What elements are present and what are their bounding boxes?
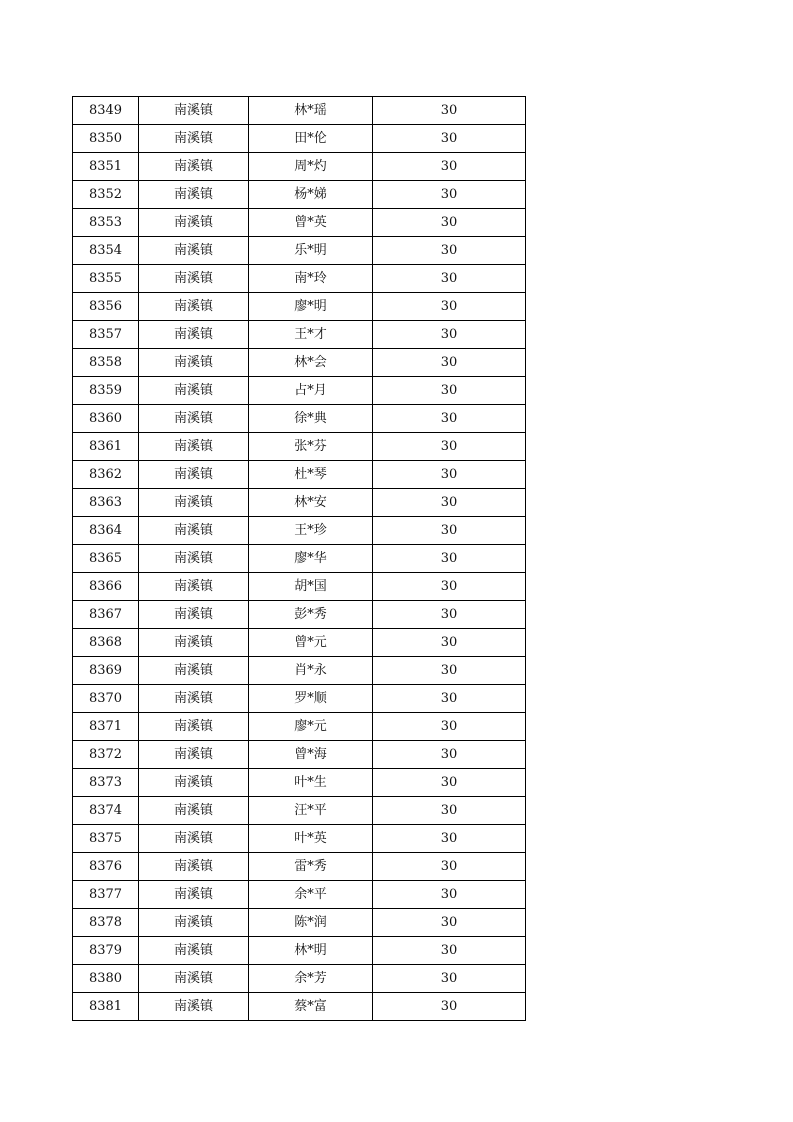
table-row <box>73 321 526 349</box>
cell-amount: 30 <box>373 349 526 377</box>
table-body <box>73 97 526 1021</box>
cell-amount: 30 <box>373 293 526 321</box>
cell-amount: 30 <box>373 629 526 657</box>
cell-name: 林*会 <box>249 349 373 377</box>
cell-name: 罗*顺 <box>249 685 373 713</box>
cell-id: 8378 <box>73 909 139 937</box>
table-row <box>73 993 526 1021</box>
cell-id: 8353 <box>73 209 139 237</box>
cell-town: 南溪镇 <box>139 993 249 1021</box>
cell-town: 南溪镇 <box>139 937 249 965</box>
cell-amount: 30 <box>373 601 526 629</box>
cell-id: 8368 <box>73 629 139 657</box>
table-row <box>73 769 526 797</box>
cell-town: 南溪镇 <box>139 433 249 461</box>
cell-town: 南溪镇 <box>139 741 249 769</box>
cell-town: 南溪镇 <box>139 237 249 265</box>
cell-town: 南溪镇 <box>139 545 249 573</box>
table-row <box>73 349 526 377</box>
cell-name: 汪*平 <box>249 797 373 825</box>
cell-town: 南溪镇 <box>139 209 249 237</box>
cell-id: 8379 <box>73 937 139 965</box>
cell-amount: 30 <box>373 97 526 125</box>
cell-amount: 30 <box>373 153 526 181</box>
table-row <box>73 405 526 433</box>
table-row <box>73 433 526 461</box>
cell-town: 南溪镇 <box>139 517 249 545</box>
cell-amount: 30 <box>373 377 526 405</box>
table-row <box>73 97 526 125</box>
cell-town: 南溪镇 <box>139 321 249 349</box>
table-row <box>73 797 526 825</box>
cell-name: 林*安 <box>249 489 373 517</box>
table-row <box>73 741 526 769</box>
cell-town: 南溪镇 <box>139 153 249 181</box>
cell-amount: 30 <box>373 545 526 573</box>
cell-amount: 30 <box>373 433 526 461</box>
cell-id: 8359 <box>73 377 139 405</box>
cell-id: 8358 <box>73 349 139 377</box>
cell-name: 王*珍 <box>249 517 373 545</box>
cell-town: 南溪镇 <box>139 965 249 993</box>
cell-amount: 30 <box>373 825 526 853</box>
cell-amount: 30 <box>373 265 526 293</box>
cell-id: 8380 <box>73 965 139 993</box>
cell-amount: 30 <box>373 181 526 209</box>
table-row <box>73 265 526 293</box>
cell-amount: 30 <box>373 965 526 993</box>
cell-id: 8363 <box>73 489 139 517</box>
cell-id: 8373 <box>73 769 139 797</box>
cell-amount: 30 <box>373 657 526 685</box>
cell-town: 南溪镇 <box>139 573 249 601</box>
cell-name: 陈*润 <box>249 909 373 937</box>
table-row <box>73 937 526 965</box>
cell-name: 林*明 <box>249 937 373 965</box>
cell-id: 8350 <box>73 125 139 153</box>
cell-amount: 30 <box>373 713 526 741</box>
cell-town: 南溪镇 <box>139 181 249 209</box>
cell-name: 廖*明 <box>249 293 373 321</box>
table-row <box>73 461 526 489</box>
cell-id: 8365 <box>73 545 139 573</box>
cell-amount: 30 <box>373 517 526 545</box>
cell-id: 8357 <box>73 321 139 349</box>
cell-id: 8376 <box>73 853 139 881</box>
cell-amount: 30 <box>373 405 526 433</box>
cell-name: 杨*娣 <box>249 181 373 209</box>
table-row <box>73 153 526 181</box>
table-row <box>73 125 526 153</box>
cell-town: 南溪镇 <box>139 629 249 657</box>
cell-id: 8354 <box>73 237 139 265</box>
cell-town: 南溪镇 <box>139 349 249 377</box>
table-row <box>73 209 526 237</box>
cell-town: 南溪镇 <box>139 853 249 881</box>
data-table <box>72 96 526 1021</box>
cell-town: 南溪镇 <box>139 405 249 433</box>
cell-id: 8381 <box>73 993 139 1021</box>
cell-id: 8366 <box>73 573 139 601</box>
cell-amount: 30 <box>373 937 526 965</box>
cell-town: 南溪镇 <box>139 797 249 825</box>
cell-id: 8364 <box>73 517 139 545</box>
table-row <box>73 909 526 937</box>
cell-id: 8351 <box>73 153 139 181</box>
cell-name: 曾*海 <box>249 741 373 769</box>
cell-town: 南溪镇 <box>139 293 249 321</box>
cell-id: 8349 <box>73 97 139 125</box>
cell-amount: 30 <box>373 853 526 881</box>
cell-name: 王*才 <box>249 321 373 349</box>
table-row <box>73 881 526 909</box>
table-row <box>73 293 526 321</box>
cell-name: 乐*明 <box>249 237 373 265</box>
cell-amount: 30 <box>373 489 526 517</box>
cell-name: 肖*永 <box>249 657 373 685</box>
cell-town: 南溪镇 <box>139 461 249 489</box>
table-row <box>73 517 526 545</box>
cell-name: 叶*生 <box>249 769 373 797</box>
cell-id: 8367 <box>73 601 139 629</box>
cell-town: 南溪镇 <box>139 909 249 937</box>
cell-name: 曾*英 <box>249 209 373 237</box>
cell-name: 曾*元 <box>249 629 373 657</box>
cell-name: 张*芬 <box>249 433 373 461</box>
cell-name: 蔡*富 <box>249 993 373 1021</box>
cell-amount: 30 <box>373 909 526 937</box>
table-row <box>73 237 526 265</box>
table-row <box>73 573 526 601</box>
table-row <box>73 657 526 685</box>
cell-amount: 30 <box>373 741 526 769</box>
cell-name: 占*月 <box>249 377 373 405</box>
cell-town: 南溪镇 <box>139 825 249 853</box>
cell-name: 叶*英 <box>249 825 373 853</box>
cell-town: 南溪镇 <box>139 881 249 909</box>
cell-town: 南溪镇 <box>139 685 249 713</box>
cell-id: 8369 <box>73 657 139 685</box>
cell-amount: 30 <box>373 125 526 153</box>
cell-town: 南溪镇 <box>139 713 249 741</box>
cell-name: 田*伦 <box>249 125 373 153</box>
cell-name: 廖*华 <box>249 545 373 573</box>
cell-amount: 30 <box>373 685 526 713</box>
cell-town: 南溪镇 <box>139 489 249 517</box>
cell-id: 8352 <box>73 181 139 209</box>
cell-name: 余*芳 <box>249 965 373 993</box>
cell-name: 雷*秀 <box>249 853 373 881</box>
cell-town: 南溪镇 <box>139 769 249 797</box>
cell-id: 8370 <box>73 685 139 713</box>
table-row <box>73 713 526 741</box>
cell-amount: 30 <box>373 321 526 349</box>
table-row <box>73 629 526 657</box>
cell-id: 8377 <box>73 881 139 909</box>
cell-amount: 30 <box>373 881 526 909</box>
cell-name: 廖*元 <box>249 713 373 741</box>
table-row <box>73 489 526 517</box>
table-row <box>73 181 526 209</box>
cell-id: 8360 <box>73 405 139 433</box>
cell-name: 胡*国 <box>249 573 373 601</box>
cell-town: 南溪镇 <box>139 97 249 125</box>
cell-amount: 30 <box>373 461 526 489</box>
table-row <box>73 545 526 573</box>
table-row <box>73 853 526 881</box>
table-row <box>73 377 526 405</box>
cell-name: 林*瑶 <box>249 97 373 125</box>
cell-town: 南溪镇 <box>139 265 249 293</box>
cell-id: 8375 <box>73 825 139 853</box>
cell-amount: 30 <box>373 993 526 1021</box>
cell-name: 徐*典 <box>249 405 373 433</box>
cell-id: 8371 <box>73 713 139 741</box>
cell-amount: 30 <box>373 237 526 265</box>
cell-name: 杜*琴 <box>249 461 373 489</box>
table-row <box>73 601 526 629</box>
cell-id: 8362 <box>73 461 139 489</box>
cell-town: 南溪镇 <box>139 125 249 153</box>
cell-amount: 30 <box>373 769 526 797</box>
cell-id: 8374 <box>73 797 139 825</box>
cell-name: 周*灼 <box>249 153 373 181</box>
cell-amount: 30 <box>373 573 526 601</box>
cell-name: 南*玲 <box>249 265 373 293</box>
cell-name: 余*平 <box>249 881 373 909</box>
cell-id: 8361 <box>73 433 139 461</box>
table-row <box>73 965 526 993</box>
cell-town: 南溪镇 <box>139 377 249 405</box>
document-page <box>72 96 526 1021</box>
cell-id: 8372 <box>73 741 139 769</box>
cell-town: 南溪镇 <box>139 601 249 629</box>
table-row <box>73 825 526 853</box>
cell-id: 8355 <box>73 265 139 293</box>
cell-name: 彭*秀 <box>249 601 373 629</box>
table-row <box>73 685 526 713</box>
cell-amount: 30 <box>373 797 526 825</box>
cell-id: 8356 <box>73 293 139 321</box>
cell-amount: 30 <box>373 209 526 237</box>
cell-town: 南溪镇 <box>139 657 249 685</box>
